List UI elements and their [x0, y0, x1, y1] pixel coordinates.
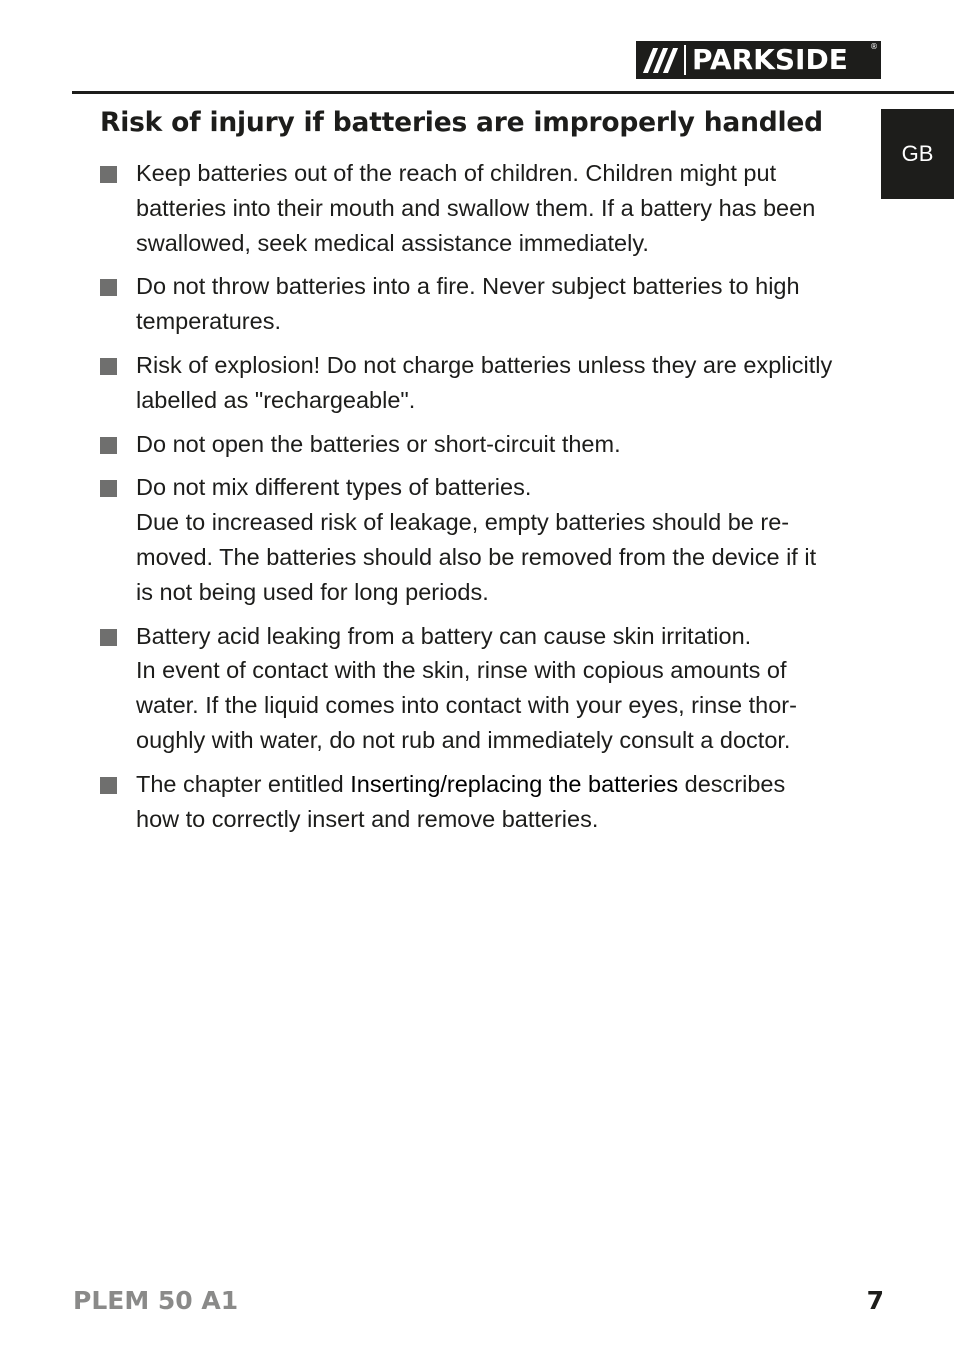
list-item-line [136, 767, 860, 802]
square-bullet-icon [100, 629, 117, 646]
footer-model-number: PLEM 50 A1 [73, 1286, 239, 1315]
list-item-line: oughly with water, do not rub and immediately consult a doctor. [136, 726, 791, 753]
chapter-reference-suffix: describes [678, 770, 786, 797]
chapter-reference-prefix: The chapter entitled [136, 770, 351, 797]
list-item [100, 269, 860, 339]
square-bullet-icon [100, 166, 117, 183]
list-item-line: Keep batteries out of the reach of children. Children might put [136, 160, 777, 186]
logo-divider [684, 45, 686, 75]
list-item [100, 427, 860, 462]
logo-slashes-icon [640, 45, 680, 75]
list-item-line: is not being used for long periods. [136, 578, 489, 605]
brand-name: PARKSIDE [692, 43, 848, 76]
list-item-line: Due to increased risk of leakage, empty batteries should be re- [136, 509, 790, 536]
safety-list [100, 156, 860, 845]
list-item [100, 156, 860, 260]
list-item-line: Risk of explosion! Do not charge batteries unless they are explicitly [136, 351, 833, 378]
list-item-line: swallowed, seek medical assistance immediately. [136, 229, 649, 256]
list-item-line: how to correctly insert and remove batteries. [136, 805, 599, 832]
section-heading: Risk of injury if batteries are improperly handled [100, 107, 823, 138]
list-item-line: moved. The batteries should also be removed from the device if it [136, 543, 817, 570]
square-bullet-icon [100, 358, 117, 375]
list-item-line: temperatures. [136, 308, 281, 335]
list-item-line: Do not mix different types of batteries. [136, 474, 532, 501]
list-item [100, 348, 860, 418]
list-item-line: Do not open the batteries or short-circuit them. [136, 430, 621, 457]
list-item-line: batteries into their mouth and swallow them. If a battery has been [136, 194, 816, 221]
page-number: 7 [866, 1286, 884, 1315]
square-bullet-icon [100, 480, 117, 497]
parkside-logo [636, 41, 881, 79]
list-item [100, 767, 860, 837]
square-bullet-icon [100, 279, 117, 296]
list-item-line: Do not throw batteries into a fire. Never subject batteries to high [136, 273, 800, 300]
list-item [100, 470, 860, 609]
square-bullet-icon [100, 777, 117, 794]
list-item-line: labelled as "rechargeable". [136, 386, 416, 413]
header-rule [72, 91, 954, 94]
registered-mark: ® [870, 42, 878, 51]
language-tab: GB [881, 109, 954, 199]
chapter-reference-title: Inserting/replacing the batteries [350, 770, 679, 797]
list-item-line: Battery acid leaking from a battery can cause skin irritation. [136, 622, 752, 649]
list-item [100, 619, 860, 758]
list-item-line: In event of contact with the skin, rinse with copious amounts of [136, 657, 787, 684]
square-bullet-icon [100, 437, 117, 454]
list-item-line: water. If the liquid comes into contact with your eyes, rinse thor- [136, 692, 797, 719]
